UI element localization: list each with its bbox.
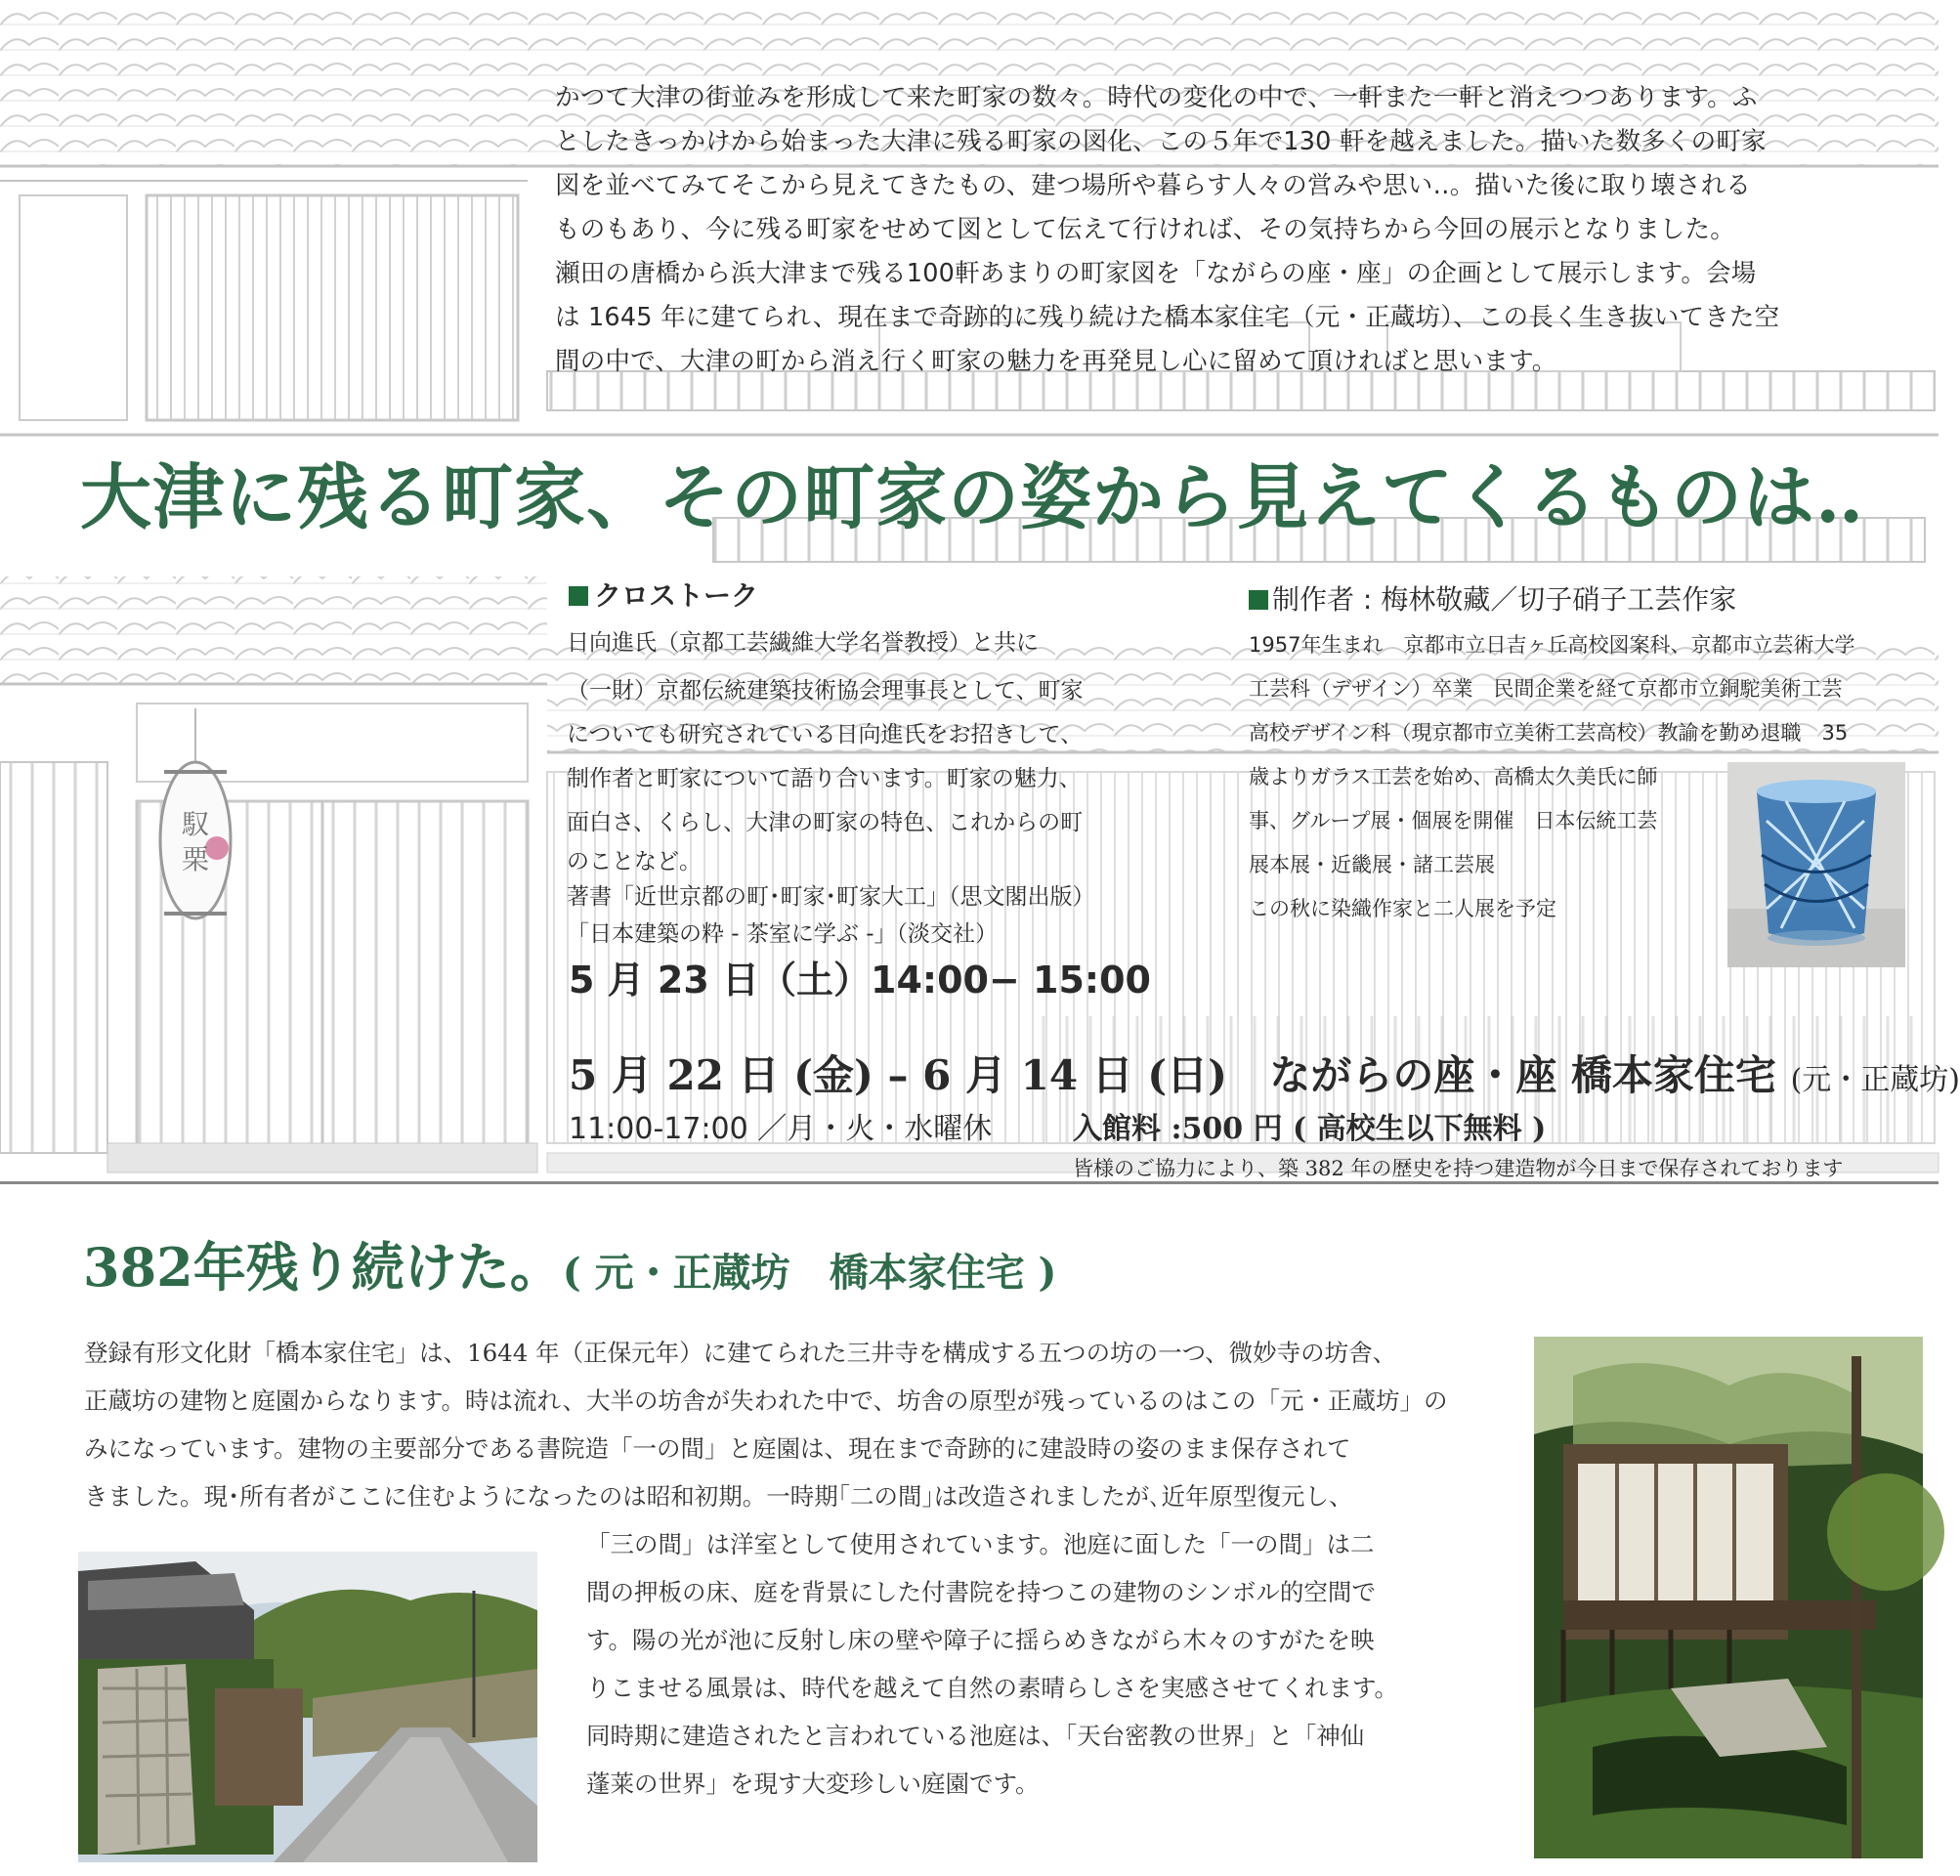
cross-talk-line: 面白さ、くらし、大津の町家の特色、これからの町 — [567, 810, 1084, 835]
maker-title — [1249, 578, 1736, 618]
square-bullet-icon — [569, 586, 588, 606]
thanks-note: 皆様のご協力により、築 382 年の歴史を持つ建造物が今日まで保存されております — [1073, 1157, 1844, 1180]
history-line: 同時期に建造されたと言われている池庭は、「天台密教の世界」と「神仙 — [586, 1722, 1365, 1750]
cross-talk-description — [567, 621, 1172, 953]
intro-line: ものもあり、今に残る町家をせめて図として伝えて行ければ、その気持ちから今回の展示となりました。 — [555, 215, 1735, 244]
history-heading — [83, 1226, 1056, 1301]
maker-title-text: 制作者 : 梅林敬藏／切子硝子工芸作家 — [1272, 583, 1737, 616]
intro-line: 間の中で、大津の町から消え行く町家の魅力を再発見し心に留めて頂ければと思います。 — [555, 347, 1557, 376]
cross-talk-line: 著書「近世京都の町･町家･町家大工」（思文閣出版） — [567, 884, 1095, 910]
cross-talk-title-text: クロストーク — [594, 579, 759, 612]
square-bullet-icon — [1249, 590, 1268, 610]
admission-fee: 入館料 :500 円 ( 高校生以下無料 ) — [1073, 1112, 1547, 1146]
history-heading-text: 382年残り続けた。 — [83, 1236, 563, 1299]
maker-line: 展本展・近畿展・諸工芸展 — [1249, 853, 1495, 876]
kiriko-glass-photo — [1727, 762, 1905, 967]
street-stone-wall-photo — [78, 1552, 537, 1862]
cross-talk-line: についても研究されている日向進氏をお招きして、 — [567, 722, 1084, 747]
main-headline: 大津に残る町家、その町家の姿から見えてくるものは‥ — [80, 455, 1865, 539]
intro-line: 図を並べてみてそこから見えてきたもの、建つ場所や暮らす人々の営みや思い‥。描いた後に取り壊される — [555, 171, 1752, 200]
cross-talk-date: 5 月 23 日（土）14:00− 15:00 — [569, 959, 1151, 1002]
history-paragraph-bottom — [586, 1520, 1398, 1808]
intro-line: としたきっかけから始まった大津に残る町家の図化、この５年で130 軒を越えました。描いた数多くの町家 — [555, 127, 1767, 156]
history-line: す。陽の光が池に反射し床の壁や障子に揺らめきながら木々のすがたを映 — [586, 1626, 1375, 1654]
section-divider — [0, 1181, 1939, 1184]
cross-talk-line: 日向進氏（京都工芸繊維大学名誉教授）と共に — [567, 630, 1039, 656]
history-line: りこませる風景は、時代を越えて自然の素晴らしさを実感させてくれます。 — [586, 1674, 1399, 1702]
history-paragraph-top — [84, 1329, 1448, 1520]
maker-line: 事、グループ展・個展を開催 日本伝統工芸 — [1249, 809, 1658, 832]
cross-talk-line: のことなど。 — [567, 849, 702, 874]
exhibition-dates-venue — [569, 1044, 1960, 1102]
maker-line: 1957年生まれ 京都市立日吉ヶ丘高校図案科、京都市立芸術大学 — [1249, 633, 1855, 657]
garden-pond-photo — [1534, 1337, 1923, 1858]
history-line: みになっています。建物の主要部分である書院造「一の間」と庭園は、現在まで奇跡的に建設時の姿のまま保存されて — [84, 1434, 1351, 1463]
maker-line: 高校デザイン科（現京都市立美術工芸高校）教諭を勤め退職 35 — [1249, 721, 1849, 745]
opening-hours: 11:00-17:00 ／月・火・水曜休 — [569, 1112, 993, 1146]
history-line: きました。現･所有者がここに住むようになったのは昭和初期。一時期｢二の間｣は改造されましたが､近年原型復元し、 — [84, 1482, 1353, 1511]
history-line: 正蔵坊の建物と庭園からなります。時は流れ、大半の坊舎が失われた中で、坊舎の原型が残っているのはこの「元・正蔵坊」の — [84, 1386, 1448, 1415]
maker-line: 歳よりガラス工芸を始め、高橋太久美氏に師 — [1249, 765, 1658, 789]
intro-paragraph — [555, 76, 1928, 384]
history-line: 登録有形文化財「橋本家住宅」は、1644 年（正保元年）に建てられた三井寺を構成する五つの坊の一つ、微妙寺の坊舎、 — [84, 1339, 1397, 1367]
history-heading-sub: ( 元・正蔵坊 橋本家住宅 ) — [562, 1250, 1057, 1296]
cross-talk-title — [569, 575, 758, 614]
exhibition-dates: 5 月 22 日 (金) – 6 月 14 日 (日) — [569, 1051, 1228, 1099]
lantern-label: 馭栗 — [181, 808, 209, 875]
cross-talk-line: 「日本建築の粋 - 茶室に学ぶ -」（淡交社） — [567, 921, 999, 947]
history-line: 「三の間」は洋室として使用されています。池庭に面した「一の間」は二 — [586, 1530, 1375, 1558]
cross-talk-line: （一財）京都伝統建築技術協会理事長として、町家 — [567, 678, 1084, 704]
maker-line: この秋に染織作家と二人展を予定 — [1249, 897, 1556, 920]
history-line: 間の押板の床、庭を背景にした付書院を持つこの建物のシンボル的空間で — [586, 1578, 1376, 1606]
maker-line: 工芸科（デザイン）卒業 民間企業を経て京都市立銅駝美術工芸 — [1249, 677, 1843, 701]
venue-sub: (元・正蔵坊) — [1790, 1063, 1960, 1097]
intro-line: かつて大津の街並みを形成して来た町家の数々。時代の変化の中で、一軒また一軒と消えつつあります。ふ — [555, 83, 1758, 112]
intro-line: は 1645 年に建てられ、現在まで奇跡的に残り続けた橋本家住宅（元・正蔵坊）、この長く生き抜いてきた空 — [555, 303, 1780, 332]
history-line: 蓬莱の世界」を現す大変珍しい庭園です。 — [586, 1769, 1040, 1798]
venue-name: ながらの座・座 橋本家住宅 — [1269, 1051, 1776, 1099]
cross-talk-line: 制作者と町家について語り合います。町家の魅力、 — [567, 766, 1082, 791]
intro-line: 瀬田の唐橋から浜大津まで残る100軒あまりの町家図を「ながらの座・座」の企画として展示します。会場 — [555, 259, 1757, 288]
